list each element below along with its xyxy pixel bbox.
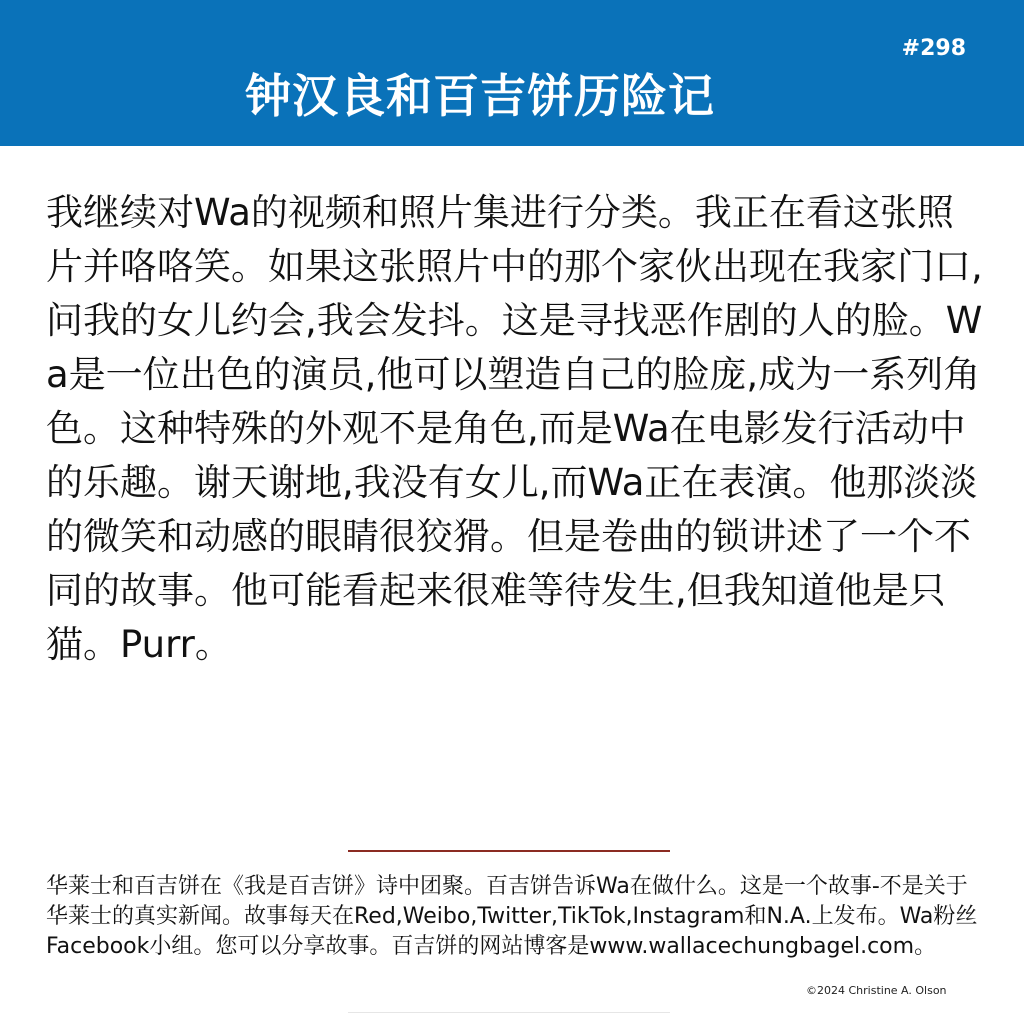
- story-text: 我继续对Wa的视频和照片集进行分类。我正在看这张照片并咯咯笑。如果这张照片中的那个家伙出现在我家门口,问我的女儿约会,我会发抖。这是寻找恶作剧的人的脸。Wa是一位出色的演员,他可以塑造自己的脸庞,成为一系列角色。这种特殊的外观不是角色,而是Wa在电影发行活动中的乐趣。谢天谢地,我没有女儿,而Wa正在表演。他那淡淡的微笑和动感的眼睛很狡猾。但是卷曲的锁讲述了一个不同的故事。他可能看起来很难等待发生,但我知道他是只猫。Purr。: [46, 191, 983, 666]
- section-divider: [348, 850, 670, 852]
- page-title: 钟汉良和百吉饼历险记: [245, 69, 715, 123]
- episode-number: #298: [901, 36, 966, 61]
- bottom-divider: [348, 1012, 670, 1013]
- copyright-notice: ©2024 Christine A. Olson: [806, 984, 947, 997]
- footer-note: 华莱士和百吉饼在《我是百吉饼》诗中团聚。百吉饼告诉Wa在做什么。这是一个故事-不是关于华莱士的真实新闻。故事每天在Red,Weibo,Twitter,TikTok,Instagram和N.A.上发布。Wa粉丝Facebook小组。您可以分享故事。百吉饼的网站博客是www.wallacechungbagel.com。: [46, 874, 978, 959]
- header-banner: [0, 0, 1024, 146]
